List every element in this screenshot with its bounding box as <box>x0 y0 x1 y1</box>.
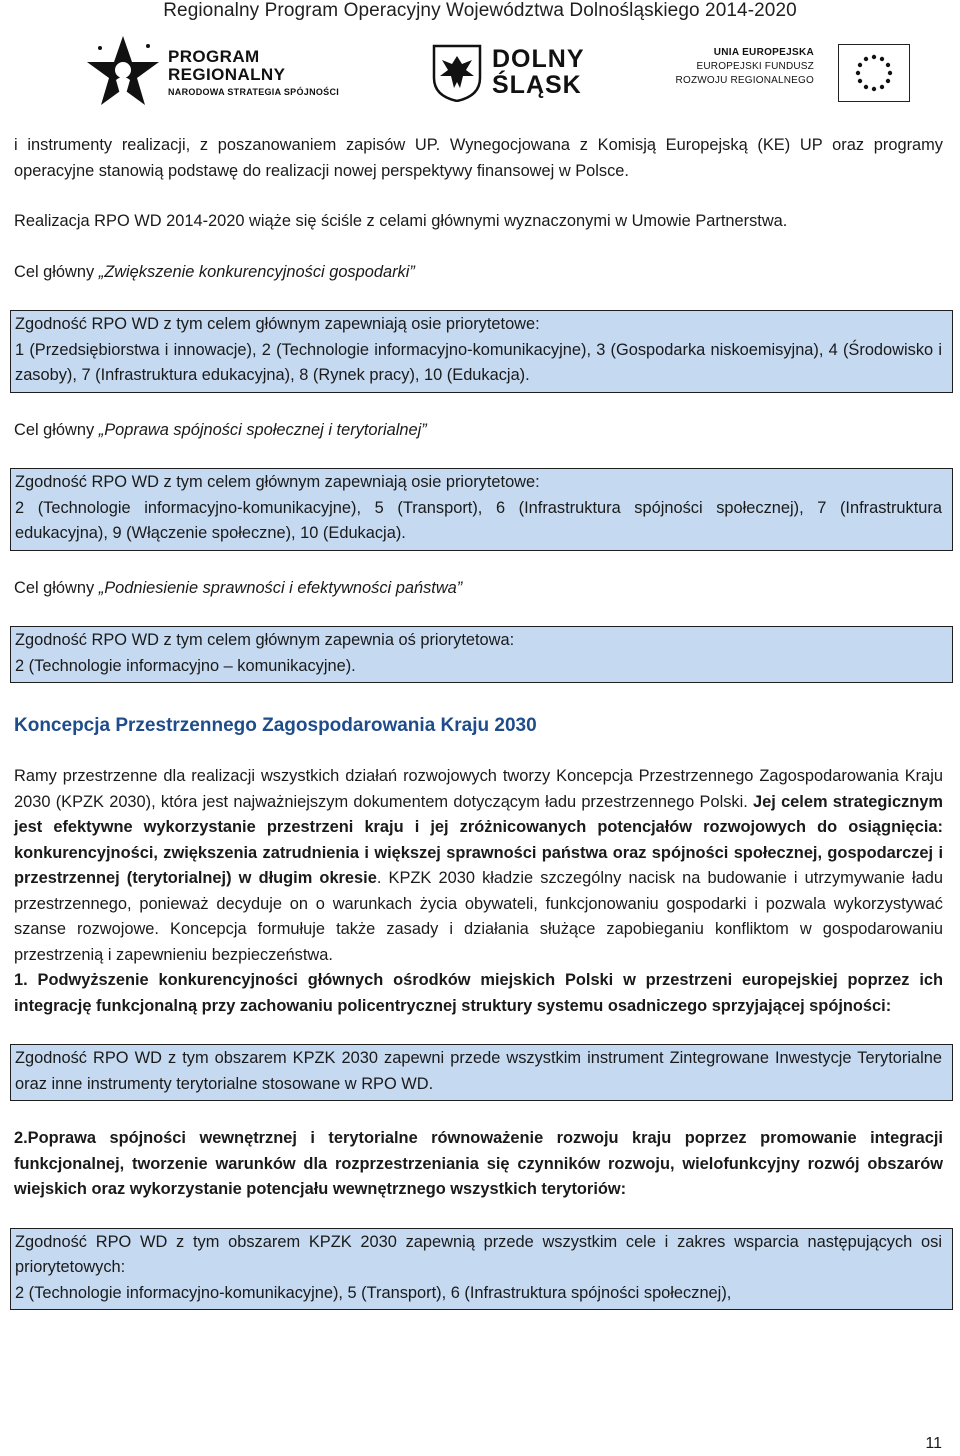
goal-2 <box>14 418 943 444</box>
program-regionalny-star-icon <box>86 34 160 108</box>
compliance-box-2 <box>10 468 953 551</box>
compliance-box-1-line2: 1 (Przedsiębiorstwa i innowacje), 2 (Technologie informacyjno-komunikacyjne), 3 (Gospodarka niskoemisyjna), 4 (Środowisko i zasoby), 7 (Infrastruktura edukacyjna), 8 (Rynek pracy), 10 (Edukacja). <box>15 340 942 384</box>
compliance-box-5-line2: 2 (Technologie informacyjno-komunikacyjne), 5 (Transport), 6 (Infrastruktura spójności społecznej), <box>15 1283 732 1302</box>
program-regionalny-line2: REGIONALNY <box>168 65 286 84</box>
realizacja-paragraph: Realizacja RPO WD 2014-2020 wiąże się ściśle z celami głównymi wyznaczonymi w Umowie Partnerstwa. <box>14 212 788 230</box>
program-regionalny-line1: PROGRAM <box>168 47 260 66</box>
intro-paragraph: i instrumenty realizacji, z poszanowaniem zapisów UP. Wynegocjowana z Komisją Europejską (KE) UP oraz programy operacyjne stanowią podstawę do realizacji nowej perspektywy finansowej w Polsce. <box>14 136 943 180</box>
compliance-box-2-line2: 2 (Technologie informacyjno-komunikacyjne), 5 (Transport), 6 (Infrastruktura spójności społecznej), 7 (Infrastruktura edukacyjna), 9 (Włączenie społeczne), 10 (Edukacja). <box>15 498 942 542</box>
goal-3-prefix: Cel główny <box>14 578 99 597</box>
compliance-box-1 <box>10 310 953 393</box>
logo-bar <box>0 32 960 112</box>
goal-2-name: „Poprawa spójności społecznej i terytorialnej” <box>98 420 427 439</box>
goal-3-name: „Podniesienie sprawności i efektywności państwa” <box>98 578 463 597</box>
goal-2-prefix: Cel główny <box>14 420 99 439</box>
kpzk-point-2: 2.Poprawa spójności wewnętrznej i terytorialne równoważenie rozwoju kraju poprzez promowanie integracji funkcjonalnej, tworzenie warunków dla rozprzestrzeniania się czynników rozwoju, wielofunkcyjny rozwój obszarów wiejskich oraz wykorzystanie potencjału wewnętrznego wszystkich terytoriów: <box>14 1129 943 1198</box>
goal-3 <box>14 576 943 602</box>
program-regionalny-logo <box>86 32 386 110</box>
page-number: 11 <box>925 1435 942 1452</box>
running-header: Regionalny Program Operacyjny Województwa Dolnośląskiego 2014-2020 <box>163 0 797 21</box>
program-regionalny-line3: NARODOWA STRATEGIA SPÓJNOŚCI <box>168 87 340 97</box>
kpzk-paragraph <box>14 764 943 968</box>
kpzk-part1: Ramy przestrzenne dla realizacji wszystkich działań rozwojowych tworzy Koncepcja Przestrzennego Zagospodarowania Kraju 2030 (KPZK 2030), która jest najważniejszym dokumentem dotyczącym ładu przestrzennego Polski. <box>14 767 943 811</box>
dolny-slask-line2: ŚLĄSK <box>492 71 582 99</box>
program-regionalny-text <box>168 48 339 98</box>
kpzk-part3: . KPZK 2030 kładzie szczególny nacisk na budowanie i utrzymywanie ładu przestrzennego, ponieważ decyduje on o warunkach życia obywateli, funkcjonowaniu gospodarki i pozwala wykorzystywać szanse rozwojowe. Koncepcja formułuje także zasady i działania służące zapobieganiu konfliktom w gospodarowaniu przestrzenią i zapewnieniu bezpieczeństwa. <box>14 869 943 964</box>
dolny-slask-eagle-icon <box>432 44 482 102</box>
compliance-box-3-line2: 2 (Technologie informacyjno – komunikacyjne). <box>15 656 356 675</box>
compliance-box-3-line1: Zgodność RPO WD z tym celem głównym zapewnia oś priorytetowa: <box>15 631 515 649</box>
unia-europejska-text <box>674 46 814 88</box>
kpzk-point-1: 1. Podwyższenie konkurencyjności głównych ośrodków miejskich Polski w przestrzeni europejskiej poprzez ich integrację funkcjonalną przy zachowaniu policentrycznej struktury systemu osadniczego sprzyjającej spójności: <box>14 971 943 1015</box>
compliance-box-2-line1: Zgodność RPO WD z tym celem głównym zapewniają osie priorytetowe: <box>15 473 540 491</box>
goal-1-prefix: Cel główny <box>14 262 99 281</box>
compliance-box-4 <box>10 1044 953 1101</box>
unia-europejska-line1: UNIA EUROPEJSKA <box>713 47 814 58</box>
unia-europejska-line2: EUROPEJSKI FUNDUSZ <box>696 61 814 72</box>
dolny-slask-logo <box>432 42 612 104</box>
compliance-box-5-line1: Zgodność RPO WD z tym obszarem KPZK 2030 zapewnią przede wszystkim cele i zakres wsparcia następujących osi priorytetowych: <box>15 1232 942 1276</box>
compliance-box-5 <box>10 1228 953 1311</box>
kpzk-heading: Koncepcja Przestrzennego Zagospodarowania Kraju 2030 <box>14 715 537 736</box>
dolny-slask-text <box>492 46 585 98</box>
compliance-box-4-text: Zgodność RPO WD z tym obszarem KPZK 2030 zapewni przede wszystkim instrument Zintegrowane Inwestycje Terytorialne oraz inne instrumenty terytorialne stosowane w RPO WD. <box>15 1049 942 1093</box>
goal-1-name: „Zwiększenie konkurencyjności gospodarki” <box>98 262 415 281</box>
goal-1 <box>14 260 943 286</box>
page-content <box>14 133 943 1310</box>
unia-europejska-logo <box>674 44 914 106</box>
kpzk-strategic-goal: Jej celem strategicznym jest efektywne wykorzystanie przestrzeni kraju i jej zróżnicowanych potencjałów rozwojowych do osiągnięcia: konkurencyjności, zwiększenia zatrudnienia i większej sprawności państwa oraz spójności społecznej, gospodarczej i przestrzennej (terytorialnej) w długim okresie <box>14 792 943 887</box>
dolny-slask-line1: DOLNY <box>492 45 585 73</box>
eu-flag-icon <box>838 44 910 102</box>
unia-europejska-line3: ROZWOJU REGIONALNEGO <box>675 75 814 86</box>
compliance-box-1-line1: Zgodność RPO WD z tym celem głównym zapewniają osie priorytetowe: <box>15 315 540 333</box>
compliance-box-3 <box>10 626 953 683</box>
